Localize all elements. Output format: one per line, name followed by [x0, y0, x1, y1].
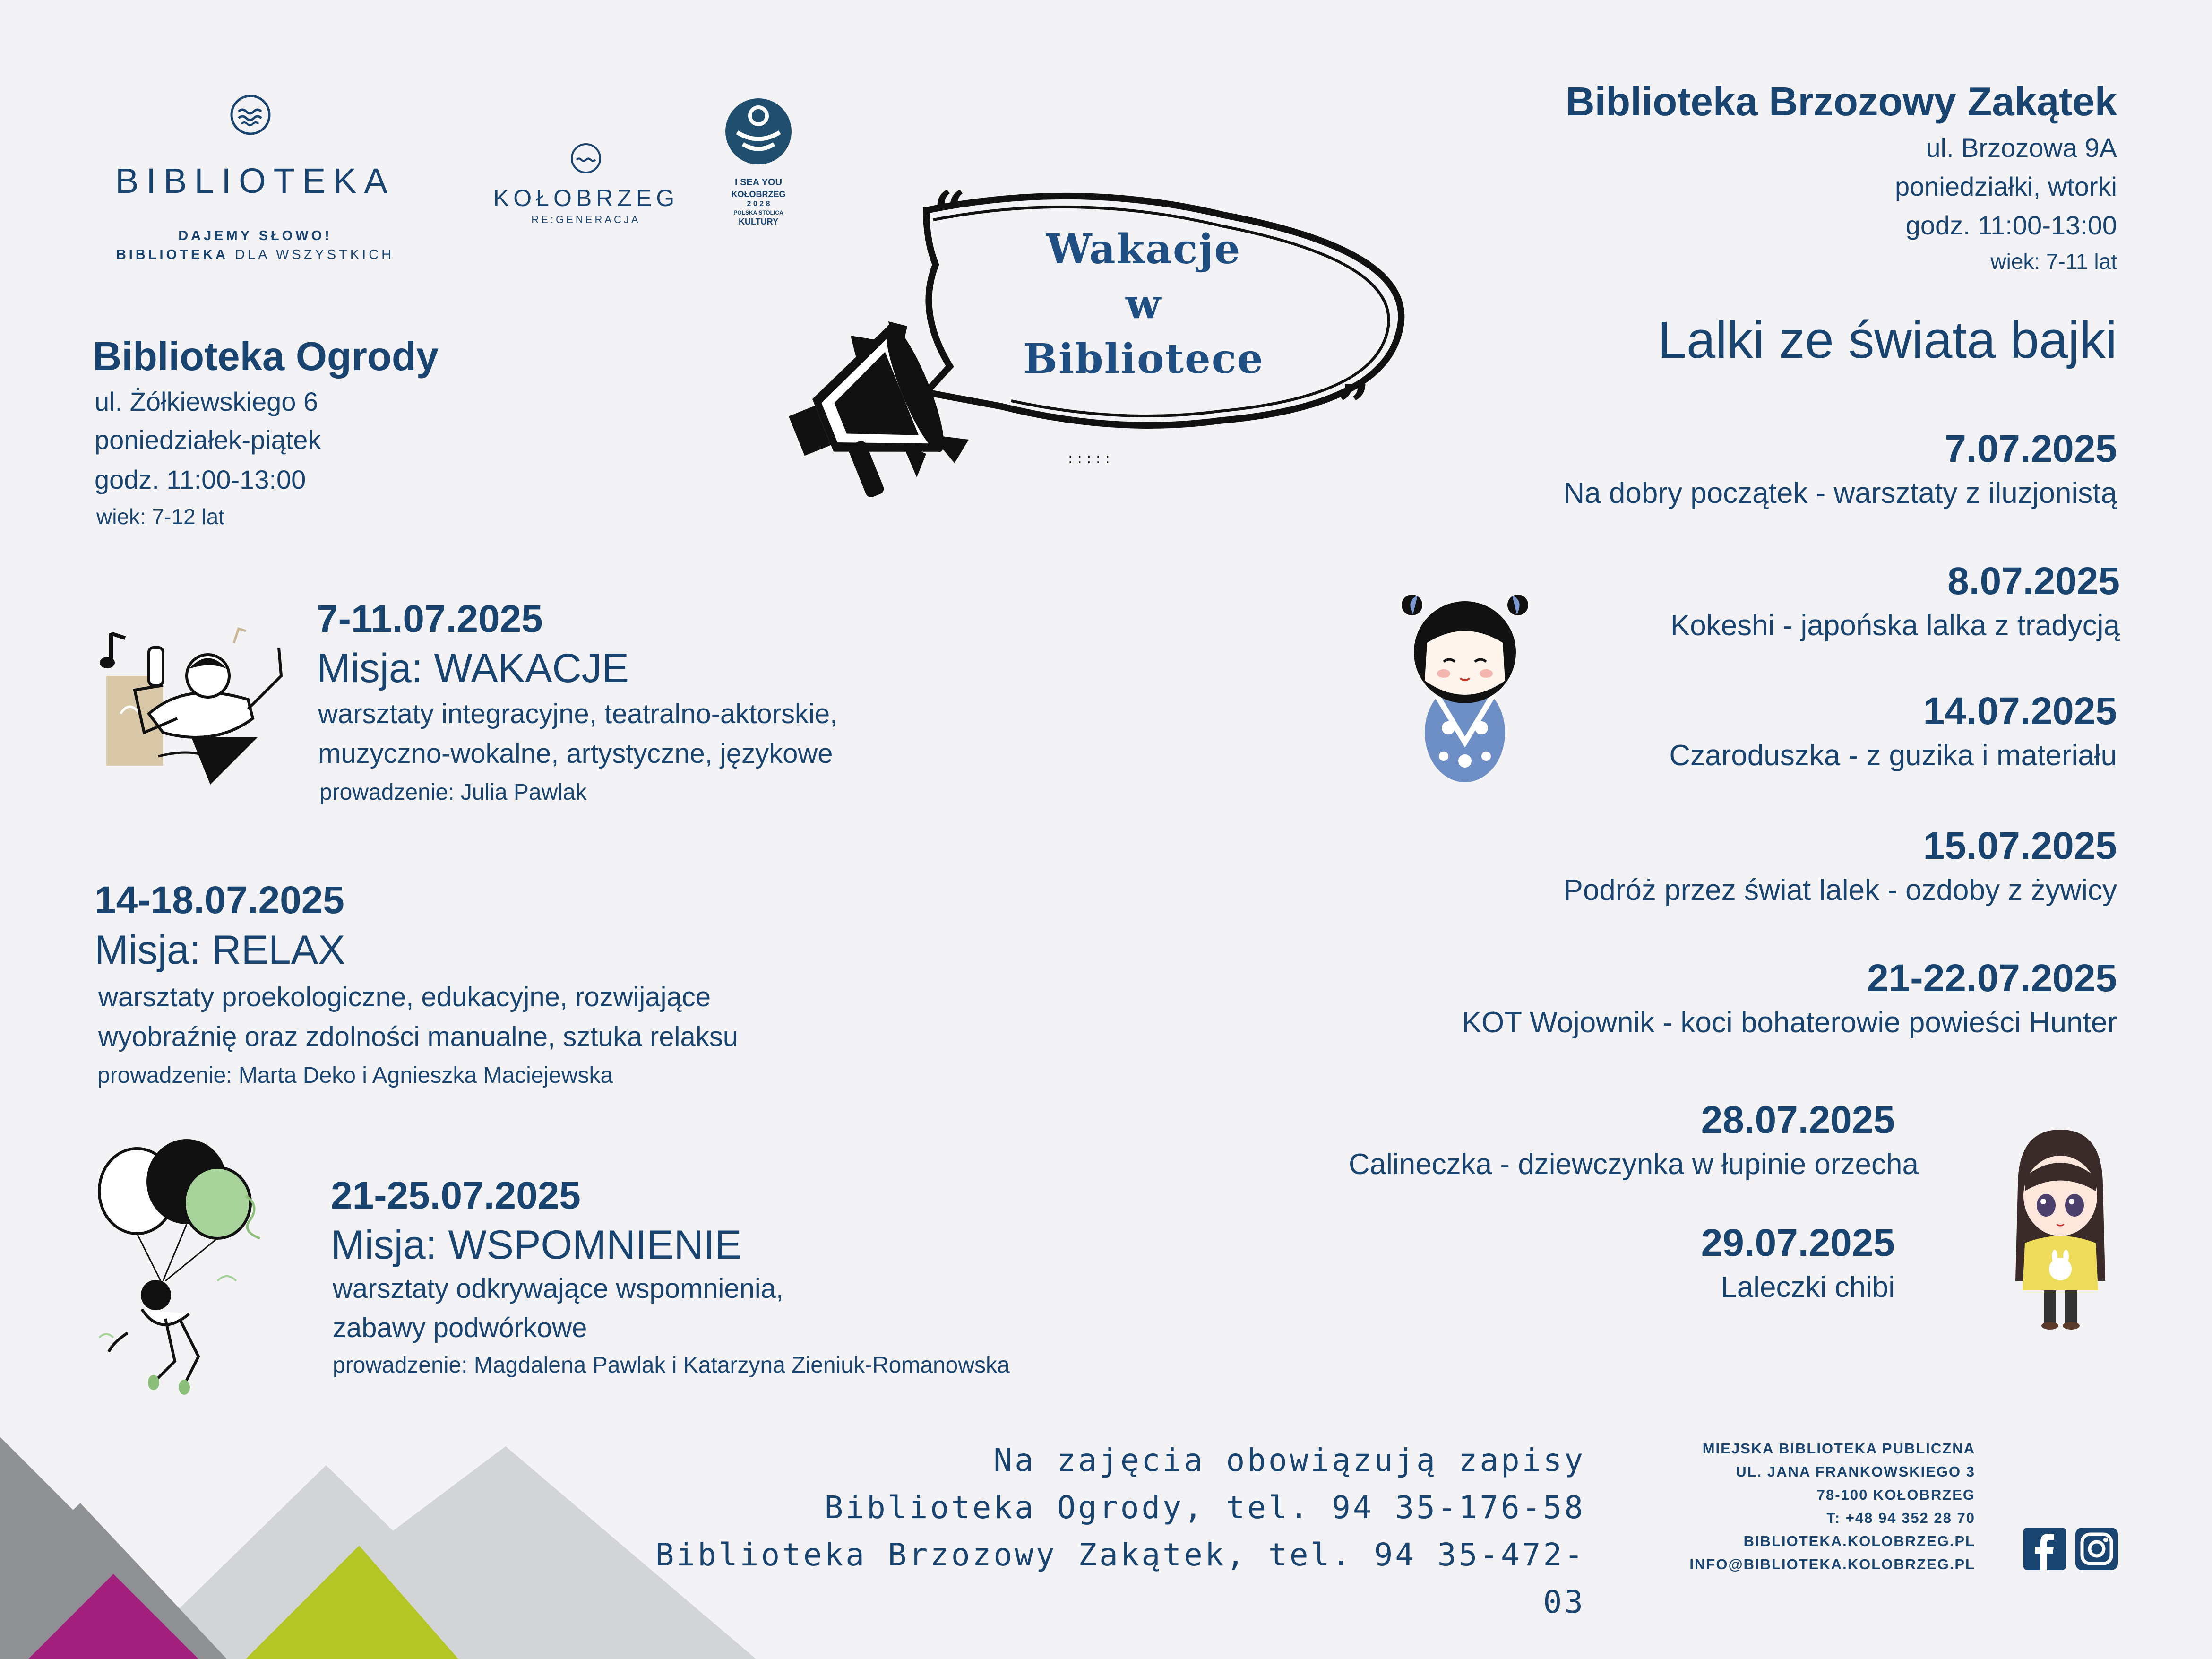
- brzozowy-days: poniedziałki, wtorki: [1895, 172, 2117, 201]
- event-7: [1134, 1219, 1895, 1308]
- svg-text:”: ”: [1337, 372, 1370, 439]
- iseayou-text-5: KULTURY: [739, 217, 778, 226]
- mission-1-title: Misja: WAKACJE: [317, 646, 629, 691]
- kolobrzeg-logo-sub: RE:GENERACJA: [531, 214, 641, 225]
- ogrody-hours: godz. 11:00-13:00: [95, 465, 306, 494]
- iseayou-emblem-icon: [724, 97, 793, 166]
- ogrody-days: poniedziałek-piątek: [95, 425, 321, 455]
- mission-3-title: Misja: WSPOMNIENIE: [331, 1222, 742, 1268]
- biblioteka-tagline-1: DAJEMY SŁOWO!: [178, 228, 332, 243]
- svg-text:“: “: [933, 179, 966, 245]
- event-4: [1229, 822, 2117, 911]
- event-3-date: 14.07.2025: [1923, 690, 2117, 733]
- contact-line-2: UL. JANA FRANKOWSKIEGO 3: [1736, 1463, 1975, 1480]
- banner-line-1: Wakacje: [1046, 225, 1241, 273]
- instagram-glyph-icon: [2075, 1528, 2118, 1570]
- mission-3-lead: prowadzenie: Magdalena Pawlak i Katarzyna Zieniuk-Romanowska: [333, 1353, 1010, 1378]
- mission-2-desc-2: wyobraźnię oraz zdolności manualne, sztuka relaksu: [98, 1021, 739, 1052]
- kokeshi-doll-icon: [1399, 586, 1531, 785]
- event-3: [1229, 688, 2117, 777]
- event-3-desc: Czaroduszka - z guzika i materiału: [1669, 739, 2117, 772]
- event-7-desc: Laleczki chibi: [1721, 1271, 1895, 1304]
- brzozowy-hours: godz. 11:00-13:00: [1905, 210, 2117, 240]
- facebook-glyph-icon: [2023, 1528, 2066, 1570]
- iseayou-text-3: 2 0 2 8: [747, 200, 770, 208]
- event-5-desc: KOT Wojownik - koci bohaterowie powieści Hunter: [1462, 1006, 2117, 1039]
- event-4-desc: Podróż przez świat lalek - ozdoby z żywicy: [1563, 874, 2117, 907]
- kolobrzeg-logo-text: KOŁOBRZEG: [493, 185, 679, 211]
- iseayou-text-4: POLSKA STOLICA: [733, 209, 783, 216]
- dancing-person-icon: [92, 619, 291, 789]
- event-1: [1229, 425, 2117, 514]
- mission-2: [95, 874, 898, 1095]
- waves-icon: [229, 94, 272, 136]
- balloons-person-icon: [90, 1139, 298, 1404]
- mission-2-title: Misja: RELAX: [95, 927, 345, 973]
- biblioteka-logo: [95, 90, 416, 269]
- mission-1: [317, 593, 931, 812]
- instagram-icon[interactable]: [2075, 1528, 2118, 1570]
- mission-3: [331, 1170, 1181, 1383]
- iseayou-text-1: I SEA YOU: [734, 177, 783, 188]
- enrollment-line-1: Na zajęcia obowiązują zapisy: [993, 1442, 1585, 1478]
- biblioteka-tagline-2-bold: BIBLIOTEKA: [116, 247, 229, 262]
- cycle-title: Lalki ze świata bajki: [1657, 311, 2117, 369]
- mission-2-lead: prowadzenie: Marta Deko i Agnieszka Maciejewska: [97, 1063, 613, 1088]
- mission-1-lead: prowadzenie: Julia Pawlak: [319, 780, 587, 805]
- brzozowy-age: wiek: 7-11 lat: [1990, 249, 2117, 274]
- event-7-date: 29.07.2025: [1701, 1221, 1895, 1264]
- enrollment-info: [614, 1437, 1585, 1626]
- mission-1-dates: 7-11.07.2025: [317, 597, 543, 640]
- mission-3-dates: 21-25.07.2025: [331, 1174, 581, 1217]
- sun-waves-icon: [569, 142, 602, 175]
- mission-1-desc-1: warsztaty integracyjne, teatralno-aktorskie,: [318, 699, 838, 729]
- mission-3-desc-2: zabawy podwórkowe: [333, 1313, 587, 1343]
- biblioteka-logo-text: BIBLIOTEKA: [115, 161, 395, 200]
- contact-line-3: 78-100 KOŁOBRZEG: [1816, 1486, 1975, 1503]
- event-2-date: 8.07.2025: [1947, 560, 2120, 603]
- enrollment-line-3: Biblioteka Brzozowy Zakątek, tel. 94 35-472-03: [655, 1537, 1585, 1620]
- event-5: [1229, 955, 2117, 1044]
- event-1-date: 7.07.2025: [1945, 427, 2117, 470]
- event-6: [1134, 1097, 1919, 1185]
- biblioteka-tagline-2-rest: DLA WSZYSTKICH: [228, 247, 395, 262]
- ogrody-section-header: [93, 331, 518, 533]
- mission-3-desc-1: warsztaty odkrywające wspomnienia,: [333, 1273, 784, 1304]
- brzozowy-section-header: [1229, 76, 2117, 278]
- biblioteka-tagline-2: [95, 247, 416, 263]
- iseayou-text-2: KOŁOBRZEG: [731, 190, 786, 199]
- mission-2-dates: 14-18.07.2025: [95, 879, 344, 922]
- contact-line-4: T: +48 94 352 28 70: [1826, 1510, 1975, 1526]
- chibi-doll-icon: [2004, 1125, 2117, 1333]
- brzozowy-address: ul. Brzozowa 9A: [1926, 133, 2117, 163]
- event-4-date: 15.07.2025: [1923, 824, 2117, 867]
- ogrody-title: Biblioteka Ogrody: [93, 334, 439, 379]
- contact-line-1: MIEJSKA BIBLIOTEKA PUBLICZNA: [1702, 1440, 1975, 1457]
- event-1-desc: Na dobry początek - warsztaty z iluzjonistą: [1563, 477, 2117, 510]
- contact-line-6[interactable]: INFO@BIBLIOTEKA.KOLOBRZEG.PL: [1689, 1556, 1975, 1573]
- ogrody-address: ul. Żółkiewskiego 6: [95, 387, 318, 416]
- banner-line-2: w: [1125, 280, 1162, 328]
- mission-1-desc-2: muzyczno-wokalne, artystyczne, językowe: [318, 738, 833, 769]
- kolobrzeg-logo: [482, 142, 690, 236]
- contact-line-5[interactable]: BIBLIOTEKA.KOLOBRZEG.PL: [1743, 1533, 1975, 1549]
- contact-block: [1607, 1437, 1975, 1576]
- event-5-date: 21-22.07.2025: [1867, 957, 2117, 1000]
- banner-line-3: Bibliotece: [1023, 335, 1264, 383]
- facebook-icon[interactable]: [2023, 1528, 2066, 1570]
- event-2: [1229, 558, 2120, 647]
- event-2-desc: Kokeshi - japońska lalka z tradycją: [1670, 609, 2120, 642]
- brzozowy-title: Biblioteka Brzozowy Zakątek: [1566, 79, 2117, 124]
- event-6-desc: Calineczka - dziewczynka w łupinie orzecha: [1348, 1148, 1919, 1181]
- enrollment-line-2: Biblioteka Ogrody, tel. 94 35-176-58: [824, 1489, 1585, 1526]
- ogrody-age: wiek: 7-12 lat: [96, 504, 225, 529]
- svg-text:: : : : :: : : : : :: [1068, 450, 1110, 467]
- mission-2-desc-1: warsztaty proekologiczne, edukacyjne, rozwijające: [98, 982, 711, 1012]
- event-6-date: 28.07.2025: [1701, 1098, 1895, 1141]
